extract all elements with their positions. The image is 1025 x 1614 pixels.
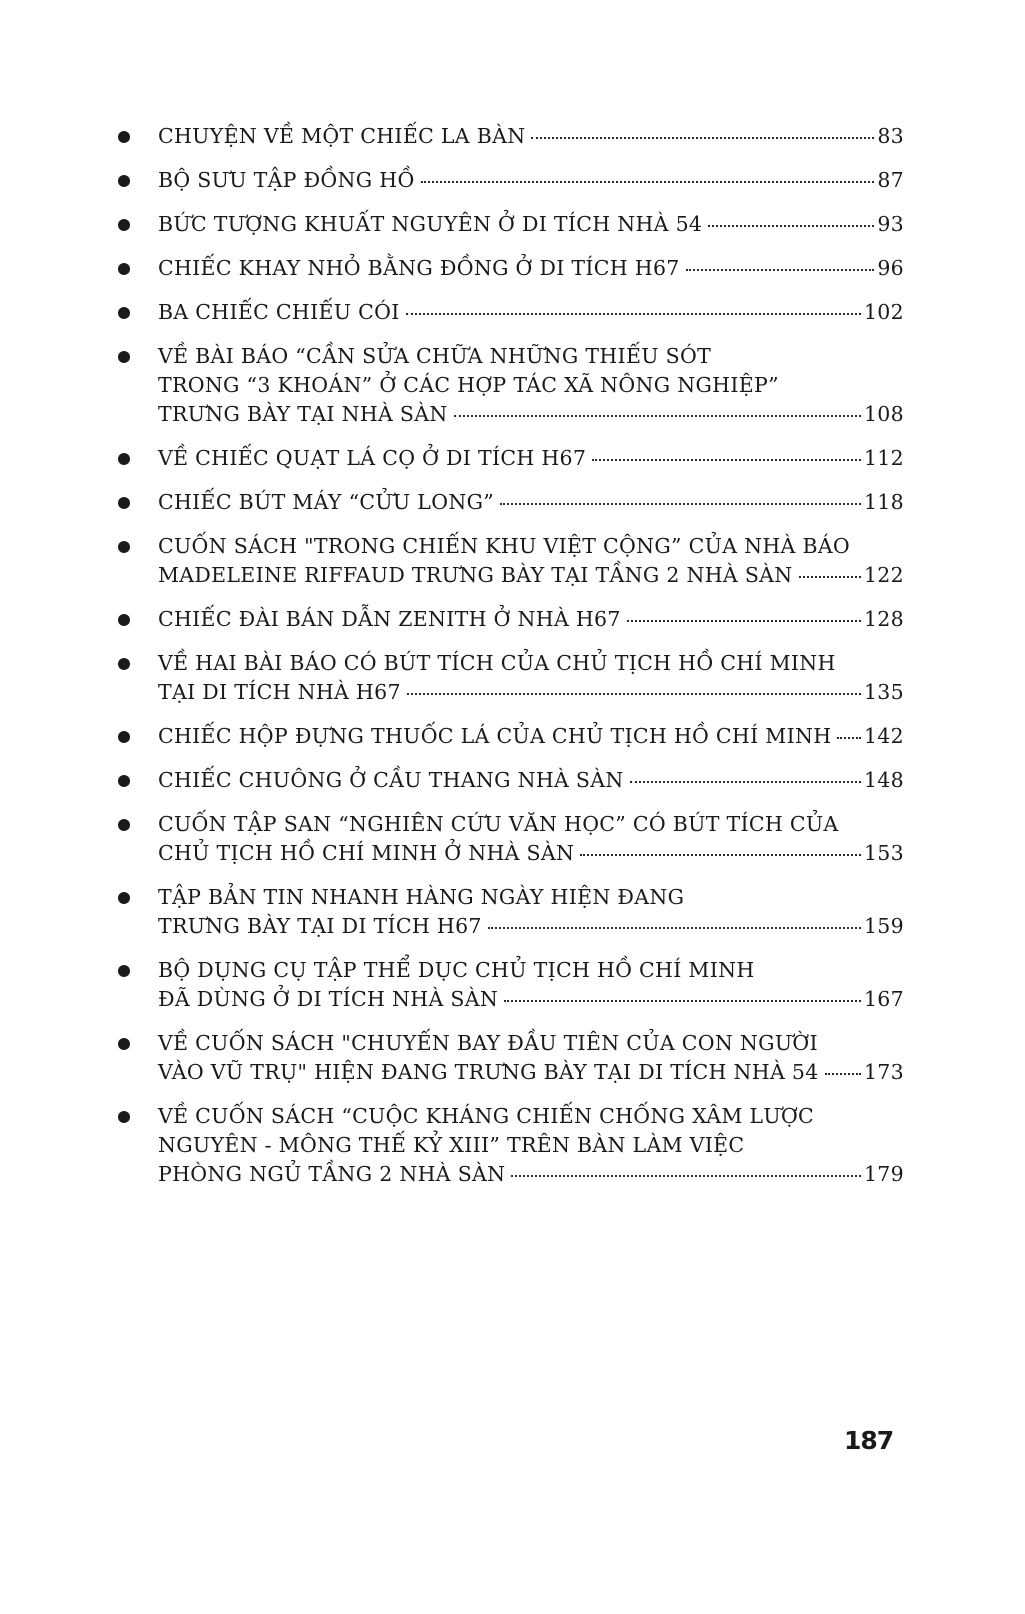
- toc-entry-last-line: [158, 605, 904, 634]
- toc-page-number: 167: [863, 987, 904, 1011]
- toc-page-number: 142: [863, 724, 904, 748]
- dot-leader: [825, 1073, 861, 1075]
- toc-entry-last-line: [158, 1058, 904, 1087]
- bullet-dot-icon: [118, 892, 130, 904]
- toc-entry-title-line: CHỦ TỊCH HỒ CHÍ MINH Ở NHÀ SÀN: [158, 841, 575, 865]
- toc-entry-last-line: [158, 839, 904, 868]
- bullet-dot-icon: [118, 131, 130, 143]
- toc-page-number: 93: [877, 212, 904, 236]
- toc-page-number: 102: [863, 300, 904, 324]
- toc-entry-last-line: [158, 210, 904, 239]
- bullet-dot-icon: [118, 775, 130, 787]
- toc-page-number: 83: [877, 124, 904, 148]
- toc-entry[interactable]: [112, 122, 904, 151]
- toc-entry-title-line: CHIẾC ĐÀI BÁN DẪN ZENITH Ở NHÀ H67: [158, 607, 621, 631]
- toc-entry-title-line: VỀ CHIẾC QUẠT LÁ CỌ Ở DI TÍCH H67: [158, 446, 587, 470]
- toc-entry[interactable]: [112, 1029, 904, 1087]
- toc-entry[interactable]: [112, 298, 904, 327]
- bullet-dot-icon: [118, 351, 130, 363]
- toc-entry-last-line: [158, 912, 904, 941]
- toc-entry-last-line: [158, 400, 904, 429]
- toc-page-number: 128: [863, 607, 904, 631]
- toc-entry-title-line: NGUYÊN - MÔNG THẾ KỶ XIII” TRÊN BÀN LÀM VIỆC: [158, 1133, 745, 1157]
- dot-leader: [799, 576, 861, 578]
- toc-entry-last-line: [158, 488, 904, 517]
- dot-leader: [406, 313, 861, 315]
- dot-leader: [686, 269, 875, 271]
- toc-entry-title-line: MADELEINE RIFFAUD TRƯNG BÀY TẠI TẦNG 2 NHÀ SÀN: [158, 563, 793, 587]
- page-number: 187: [844, 1426, 894, 1455]
- dot-leader: [580, 854, 861, 856]
- toc-entry[interactable]: [112, 956, 904, 1014]
- toc-entry-last-line: [158, 166, 904, 195]
- toc-entry-title-line: TRƯNG BÀY TẠI NHÀ SÀN: [158, 402, 448, 426]
- bullet-dot-icon: [118, 307, 130, 319]
- toc-entry-title-line: TRƯNG BÀY TẠI DI TÍCH H67: [158, 914, 482, 938]
- toc-entry-title-line: ĐÃ DÙNG Ở DI TÍCH NHÀ SÀN: [158, 987, 499, 1011]
- toc-entry-title-line: CUỐN TẬP SAN “NGHIÊN CỨU VĂN HỌC” CÓ BÚT TÍCH CỦA: [158, 812, 839, 836]
- toc-entry-last-line: [158, 561, 904, 590]
- bullet-dot-icon: [118, 175, 130, 187]
- bullet-dot-icon: [118, 263, 130, 275]
- toc-entry[interactable]: [112, 488, 904, 517]
- toc-entry-last-line: [158, 722, 904, 751]
- bullet-dot-icon: [118, 1111, 130, 1123]
- toc-entry-title-line: CHIẾC HỘP ĐỰNG THUỐC LÁ CỦA CHỦ TỊCH HỒ CHÍ MINH: [158, 724, 832, 748]
- toc-entry-title-line: TẬP BẢN TIN NHANH HÀNG NGÀY HIỆN ĐANG: [158, 885, 685, 909]
- toc-page-number: 173: [863, 1060, 904, 1084]
- toc-entry-title-line: BỘ DỤNG CỤ TẬP THỂ DỤC CHỦ TỊCH HỒ CHÍ MINH: [158, 958, 755, 982]
- bullet-dot-icon: [118, 731, 130, 743]
- dot-leader: [531, 137, 874, 139]
- bullet-dot-icon: [118, 1038, 130, 1050]
- toc-page-number: 153: [863, 841, 904, 865]
- toc-entry-title-line: BỨC TƯỢNG KHUẤT NGUYÊN Ở DI TÍCH NHÀ 54: [158, 212, 703, 236]
- toc-entry-title-line: TRONG “3 KHOÁN” Ở CÁC HỢP TÁC XÃ NÔNG NGHIỆP”: [158, 373, 779, 397]
- bullet-dot-icon: [118, 819, 130, 831]
- dot-leader: [454, 415, 861, 417]
- bullet-dot-icon: [118, 541, 130, 553]
- toc-page-number: 108: [863, 402, 904, 426]
- toc-page-number: 96: [877, 256, 904, 280]
- toc-page-number: 135: [863, 680, 904, 704]
- toc-entry[interactable]: [112, 766, 904, 795]
- toc-entry-title-line: TẠI DI TÍCH NHÀ H67: [158, 680, 401, 704]
- dot-leader: [708, 225, 874, 227]
- toc-entry-last-line: [158, 122, 904, 151]
- toc-entry[interactable]: [112, 532, 904, 590]
- dot-leader: [407, 693, 861, 695]
- toc-entry[interactable]: [112, 810, 904, 868]
- toc-entry-last-line: [158, 985, 904, 1014]
- toc-entry-last-line: [158, 444, 904, 473]
- dot-leader: [511, 1175, 861, 1177]
- toc-page-number: 118: [863, 490, 904, 514]
- toc-entry-title-line: CHUYỆN VỀ MỘT CHIẾC LA BÀN: [158, 124, 526, 148]
- toc-entry-title-line: PHÒNG NGỦ TẦNG 2 NHÀ SÀN: [158, 1162, 506, 1186]
- toc-entry-title-line: CHIẾC CHUÔNG Ở CẦU THANG NHÀ SÀN: [158, 768, 624, 792]
- toc-page-number: 179: [863, 1162, 904, 1186]
- toc-page-number: 112: [863, 446, 904, 470]
- toc-entry[interactable]: [112, 649, 904, 707]
- dot-leader: [504, 1000, 861, 1002]
- toc-entry-last-line: [158, 298, 904, 327]
- toc-page-number: 148: [863, 768, 904, 792]
- table-of-contents: [112, 122, 904, 1204]
- toc-entry-title-line: CUỐN SÁCH "TRONG CHIẾN KHU VIỆT CỘNG” CỦA NHÀ BÁO: [158, 534, 851, 558]
- bullet-dot-icon: [118, 219, 130, 231]
- bullet-dot-icon: [118, 614, 130, 626]
- toc-entry[interactable]: [112, 444, 904, 473]
- dot-leader: [837, 737, 861, 739]
- toc-entry-title-line: VỀ HAI BÀI BÁO CÓ BÚT TÍCH CỦA CHỦ TỊCH HỒ CHÍ MINH: [158, 651, 836, 675]
- toc-entry[interactable]: [112, 166, 904, 195]
- dot-leader: [421, 181, 875, 183]
- dot-leader: [627, 620, 861, 622]
- toc-entry-last-line: [158, 766, 904, 795]
- toc-entry-title-line: VÀO VŨ TRỤ" HIỆN ĐANG TRƯNG BÀY TẠI DI TÍCH NHÀ 54: [158, 1060, 819, 1084]
- toc-page-number: 159: [863, 914, 904, 938]
- toc-entry-title-line: VỀ CUỐN SÁCH “CUỘC KHÁNG CHIẾN CHỐNG XÂM LƯỢC: [158, 1104, 815, 1128]
- toc-entry[interactable]: [112, 342, 904, 429]
- dot-leader: [500, 503, 861, 505]
- toc-entry-title-line: VỀ CUỐN SÁCH "CHUYẾN BAY ĐẦU TIÊN CỦA CON NGƯỜI: [158, 1031, 818, 1055]
- dot-leader: [592, 459, 861, 461]
- toc-entry-last-line: [158, 254, 904, 283]
- toc-page-number: 87: [877, 168, 904, 192]
- toc-entry[interactable]: [112, 883, 904, 941]
- bullet-dot-icon: [118, 497, 130, 509]
- toc-entry-title-line: BỘ SƯU TẬP ĐỒNG HỒ: [158, 168, 415, 192]
- toc-entry-title-line: CHIẾC BÚT MÁY “CỬU LONG”: [158, 490, 495, 514]
- toc-page-number: 122: [863, 563, 904, 587]
- toc-entry[interactable]: [112, 210, 904, 239]
- toc-entry-title-line: CHIẾC KHAY NHỎ BẰNG ĐỒNG Ở DI TÍCH H67: [158, 256, 680, 280]
- dot-leader: [630, 781, 861, 783]
- bullet-dot-icon: [118, 453, 130, 465]
- toc-entry[interactable]: [112, 605, 904, 634]
- toc-entry[interactable]: [112, 1102, 904, 1189]
- toc-entry[interactable]: [112, 722, 904, 751]
- toc-entry-title-line: VỀ BÀI BÁO “CẦN SỬA CHỮA NHỮNG THIẾU SÓT: [158, 344, 712, 368]
- bullet-dot-icon: [118, 658, 130, 670]
- toc-entry-title-line: BA CHIẾC CHIẾU CÓI: [158, 300, 400, 324]
- dot-leader: [488, 927, 861, 929]
- toc-entry-last-line: [158, 678, 904, 707]
- toc-entry[interactable]: [112, 254, 904, 283]
- toc-entry-last-line: [158, 1160, 904, 1189]
- bullet-dot-icon: [118, 965, 130, 977]
